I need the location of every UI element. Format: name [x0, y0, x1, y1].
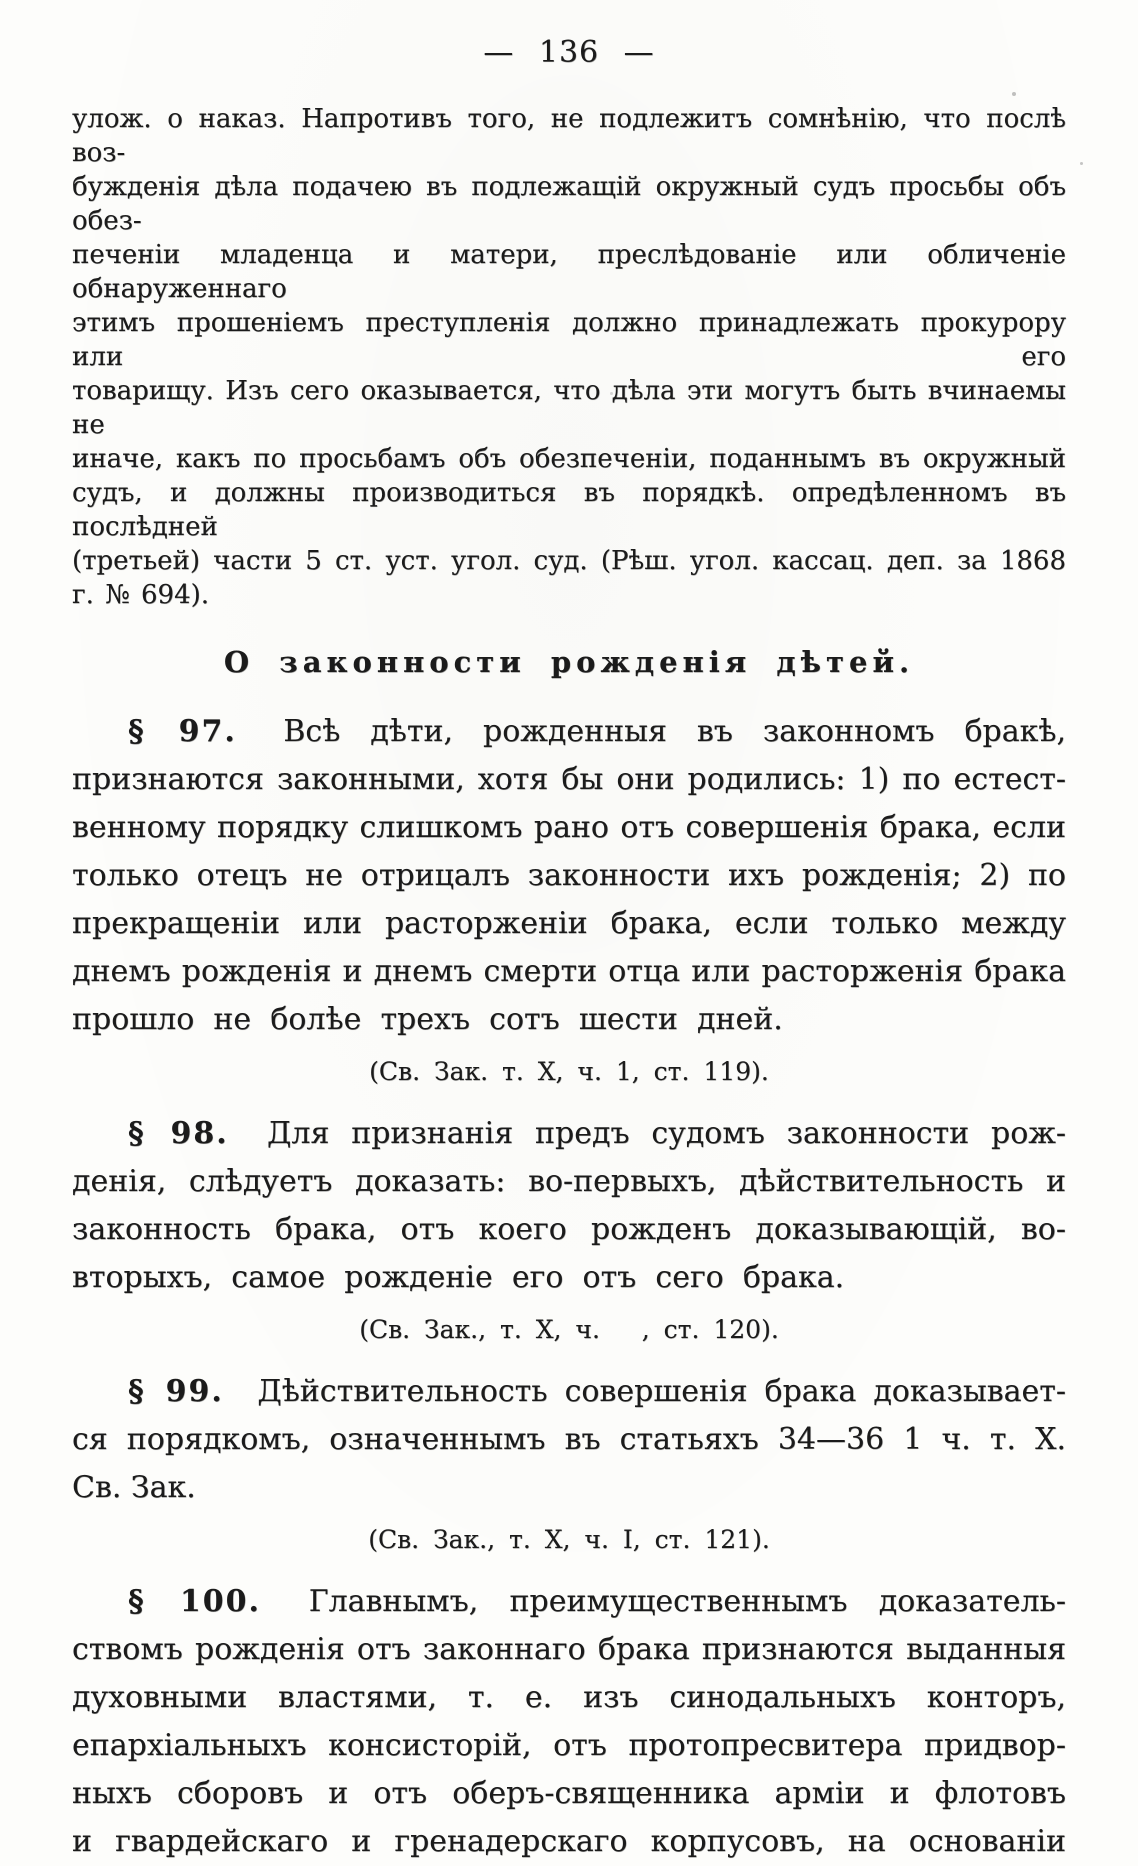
- law-citation: (Св. Зак., т. X, ч. , ст. 120).: [359, 1315, 779, 1344]
- text-line: иначе, какъ по просьбамъ объ обезпеченіи, поданнымъ въ окружный: [72, 444, 1066, 474]
- scan-speckle: [610, 392, 613, 395]
- section-first-line: [72, 708, 1066, 756]
- text-line: только отецъ не отрицалъ законности ихъ рожденія; 2) по: [72, 858, 1066, 893]
- text-line: Дѣйствительность совершенія брака доказывает-: [257, 1374, 1066, 1409]
- text-line: печеніи младенца и матери, преслѣдованіе или обличеніе обнаруженнаго: [72, 240, 1066, 304]
- law-citation: (Св. Зак. т. X, ч. 1, ст. 119).: [369, 1057, 769, 1086]
- text-line: прошло не болѣе трехъ сотъ шести дней.: [72, 1002, 783, 1037]
- text-line: днемъ рожденія и днемъ смерти отца или расторженія брака: [72, 954, 1066, 989]
- scan-speckle: [1080, 162, 1083, 165]
- section-first-line: [72, 1110, 1066, 1158]
- text-line: товарищу. Изъ сего оказывается, что дѣла эти могутъ быть вчинаемы не: [72, 376, 1066, 440]
- text-line: вторыхъ, самое рожденіе его отъ сего брака.: [72, 1260, 845, 1295]
- text-line: ся порядкомъ, означеннымъ въ статьяхъ 34—36 1 ч. т. X.: [72, 1422, 1066, 1457]
- text-line: г. № 694).: [72, 580, 210, 610]
- text-line: (третьей) части 5 ст. уст. угол. суд. (Рѣш. угол. кассац. деп. за 1868: [72, 546, 1066, 576]
- text-line: Всѣ дѣти, рожденныя въ законномъ бракѣ,: [283, 714, 1066, 749]
- text-line: судъ, и должны производиться въ порядкѣ. опредѣленномъ въ послѣдней: [72, 478, 1066, 542]
- text-line: прекращеніи или расторженіи брака, если только между: [72, 906, 1066, 941]
- text-line: Св. Зак.: [72, 1470, 196, 1505]
- section-first-line: [72, 1578, 1066, 1626]
- text-line: духовными властями, т. е. изъ синодальныхъ конторъ,: [72, 1680, 1066, 1715]
- text-line: епархіальныхъ консисторій, отъ протопресвитера придвор-: [72, 1728, 1066, 1763]
- law-citation: (Св. Зак., т. X, ч. I, ст. 121).: [368, 1525, 770, 1554]
- section-97: [72, 708, 1066, 1092]
- text-line: бужденія дѣла подачею въ подлежащій окружный судъ просьбы объ обез-: [72, 172, 1066, 236]
- intro-paragraph: [72, 102, 1066, 612]
- text-line: этимъ прошеніемъ преступленія должно принадлежать прокурору или его: [72, 308, 1066, 372]
- text-line: ствомъ рожденія отъ законнаго брака признаются выданныя: [72, 1632, 1066, 1667]
- text-line: законность брака, отъ коего рожденъ доказывающій, во-: [72, 1212, 1066, 1247]
- paragraph-mark: § 99.: [128, 1374, 224, 1409]
- text-line: Для признанія предъ судомъ законности рож-: [267, 1116, 1066, 1151]
- paragraph-mark: § 98.: [128, 1116, 229, 1151]
- section-heading: О законности рожденія дѣтей.: [223, 645, 915, 679]
- section-first-line: [72, 1368, 1066, 1416]
- text-line: венному порядку слишкомъ рано отъ совершенія брака, если: [72, 810, 1066, 845]
- section-100: [72, 1578, 1066, 1866]
- scan-speckle: [1012, 92, 1016, 96]
- text-line: признаются законными, хотя бы они родились: 1) по естест-: [72, 762, 1066, 797]
- page-number: — 136 —: [483, 35, 655, 70]
- text-line: улож. о наказ. Напротивъ того, не подлежитъ сомнѣнію, что послѣ воз-: [72, 104, 1066, 168]
- text-line: и гвардейскаго и гренадерскаго корпусовъ, на основаніи: [72, 1824, 1066, 1859]
- section-98: [72, 1110, 1066, 1350]
- paragraph-mark: § 97.: [128, 714, 237, 749]
- text-line: ныхъ сборовъ и отъ оберъ-священника арміи и флотовъ: [72, 1776, 1066, 1811]
- section-99: [72, 1368, 1066, 1560]
- text-line: денія, слѣдуетъ доказать: во-первыхъ, дѣйствительность и: [72, 1164, 1066, 1199]
- text-line: Главнымъ, преимущественнымъ доказатель-: [308, 1584, 1066, 1619]
- paragraph-mark: § 100.: [128, 1584, 261, 1619]
